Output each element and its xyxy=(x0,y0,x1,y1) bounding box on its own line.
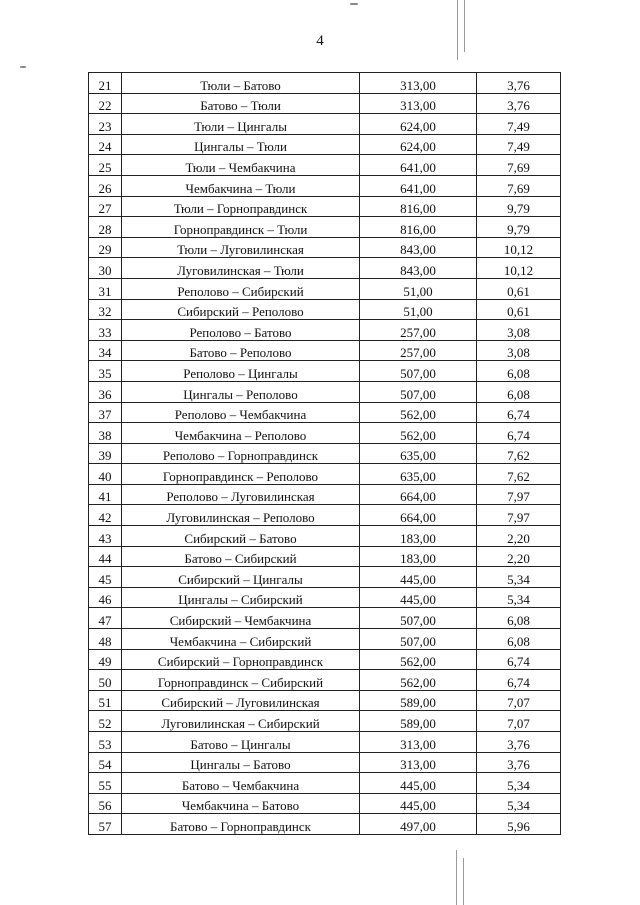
route-cell: Батово – Реполово xyxy=(122,340,360,361)
row-number-cell: 41 xyxy=(89,484,122,505)
row-number-cell: 25 xyxy=(89,155,122,176)
distance-cell: 313,00 xyxy=(360,752,477,773)
table-row xyxy=(89,114,561,135)
table-row xyxy=(89,484,561,505)
table-row xyxy=(89,423,561,444)
distance-cell: 816,00 xyxy=(360,196,477,217)
row-number-cell: 32 xyxy=(89,299,122,320)
distance-cell: 624,00 xyxy=(360,134,477,155)
table-row xyxy=(89,587,561,608)
row-number-cell: 34 xyxy=(89,340,122,361)
route-cell: Батово – Чембакчина xyxy=(122,773,360,794)
fare-cell: 7,97 xyxy=(477,484,561,505)
fare-cell: 7,97 xyxy=(477,505,561,526)
route-cell: Сибирский – Луговилинская xyxy=(122,690,360,711)
scan-margin-line xyxy=(457,0,458,60)
fare-cell: 3,76 xyxy=(477,732,561,753)
table-row xyxy=(89,93,561,114)
scan-speck xyxy=(20,66,26,68)
row-number-cell: 33 xyxy=(89,320,122,341)
route-cell: Чембакчина – Батово xyxy=(122,793,360,814)
distance-cell: 183,00 xyxy=(360,546,477,567)
row-number-cell: 46 xyxy=(89,587,122,608)
table-row xyxy=(89,773,561,794)
distance-cell: 497,00 xyxy=(360,814,477,835)
fare-cell: 7,69 xyxy=(477,155,561,176)
route-cell: Батово – Горноправдинск xyxy=(122,814,360,835)
distance-cell: 445,00 xyxy=(360,793,477,814)
table-row xyxy=(89,505,561,526)
distance-cell: 641,00 xyxy=(360,155,477,176)
fare-cell: 7,07 xyxy=(477,690,561,711)
page-number: 4 xyxy=(316,33,324,49)
fare-cell: 3,76 xyxy=(477,73,561,94)
distance-cell: 635,00 xyxy=(360,464,477,485)
fare-cell: 7,07 xyxy=(477,711,561,732)
distance-cell: 445,00 xyxy=(360,567,477,588)
route-cell: Сибирский – Чембакчина xyxy=(122,608,360,629)
table-row xyxy=(89,443,561,464)
row-number-cell: 50 xyxy=(89,670,122,691)
row-number-cell: 47 xyxy=(89,608,122,629)
fare-cell: 3,76 xyxy=(477,93,561,114)
fare-cell: 0,61 xyxy=(477,299,561,320)
fare-cell: 6,74 xyxy=(477,670,561,691)
distance-cell: 562,00 xyxy=(360,670,477,691)
row-number-cell: 55 xyxy=(89,773,122,794)
fare-cell: 5,96 xyxy=(477,814,561,835)
route-cell: Горноправдинск – Сибирский xyxy=(122,670,360,691)
row-number-cell: 52 xyxy=(89,711,122,732)
fare-cell: 7,69 xyxy=(477,175,561,196)
route-cell: Батово – Тюли xyxy=(122,93,360,114)
distance-cell: 507,00 xyxy=(360,381,477,402)
route-cell: Луговилинская – Тюли xyxy=(122,258,360,279)
table-row xyxy=(89,299,561,320)
fare-cell: 3,08 xyxy=(477,340,561,361)
row-number-cell: 36 xyxy=(89,381,122,402)
fare-cell: 9,79 xyxy=(477,196,561,217)
route-cell: Горноправдинск – Тюли xyxy=(122,217,360,238)
fare-cell: 5,34 xyxy=(477,567,561,588)
distance-cell: 664,00 xyxy=(360,484,477,505)
row-number-cell: 57 xyxy=(89,814,122,835)
route-cell: Сибирский – Горноправдинск xyxy=(122,649,360,670)
row-number-cell: 30 xyxy=(89,258,122,279)
scan-margin-line xyxy=(456,850,457,905)
table-row xyxy=(89,134,561,155)
table-row xyxy=(89,258,561,279)
route-cell: Тюли – Луговилинская xyxy=(122,237,360,258)
fare-cell: 10,12 xyxy=(477,258,561,279)
distance-cell: 843,00 xyxy=(360,258,477,279)
table-row xyxy=(89,567,561,588)
table-row xyxy=(89,402,561,423)
fare-cell: 6,08 xyxy=(477,361,561,382)
distance-cell: 313,00 xyxy=(360,73,477,94)
row-number-cell: 56 xyxy=(89,793,122,814)
table-row xyxy=(89,690,561,711)
distance-cell: 507,00 xyxy=(360,608,477,629)
distance-cell: 445,00 xyxy=(360,587,477,608)
table-row xyxy=(89,732,561,753)
table-row xyxy=(89,340,561,361)
fare-cell: 7,49 xyxy=(477,134,561,155)
fare-table xyxy=(88,72,561,835)
table-row xyxy=(89,814,561,835)
table-row xyxy=(89,629,561,650)
fare-cell: 10,12 xyxy=(477,237,561,258)
route-cell: Реполово – Луговилинская xyxy=(122,484,360,505)
fare-cell: 5,34 xyxy=(477,587,561,608)
route-cell: Цингалы – Батово xyxy=(122,752,360,773)
distance-cell: 257,00 xyxy=(360,340,477,361)
fare-cell: 6,74 xyxy=(477,402,561,423)
row-number-cell: 48 xyxy=(89,629,122,650)
scan-margin-line xyxy=(463,858,464,905)
distance-cell: 445,00 xyxy=(360,773,477,794)
distance-cell: 589,00 xyxy=(360,711,477,732)
route-cell: Батово – Цингалы xyxy=(122,732,360,753)
row-number-cell: 28 xyxy=(89,217,122,238)
row-number-cell: 54 xyxy=(89,752,122,773)
fare-cell: 3,76 xyxy=(477,752,561,773)
row-number-cell: 26 xyxy=(89,175,122,196)
route-cell: Реполово – Чембакчина xyxy=(122,402,360,423)
row-number-cell: 24 xyxy=(89,134,122,155)
row-number-cell: 21 xyxy=(89,73,122,94)
table-row xyxy=(89,155,561,176)
route-cell: Сибирский – Цингалы xyxy=(122,567,360,588)
distance-cell: 843,00 xyxy=(360,237,477,258)
distance-cell: 562,00 xyxy=(360,402,477,423)
distance-cell: 183,00 xyxy=(360,526,477,547)
route-cell: Тюли – Горноправдинск xyxy=(122,196,360,217)
route-cell: Сибирский – Батово xyxy=(122,526,360,547)
route-cell: Чембакчина – Реполово xyxy=(122,423,360,444)
table-row xyxy=(89,278,561,299)
table-row xyxy=(89,752,561,773)
row-number-cell: 51 xyxy=(89,690,122,711)
table-row xyxy=(89,175,561,196)
route-cell: Цингалы – Тюли xyxy=(122,134,360,155)
distance-cell: 624,00 xyxy=(360,114,477,135)
scan-speck xyxy=(350,3,358,5)
route-cell: Реполово – Батово xyxy=(122,320,360,341)
table-row xyxy=(89,217,561,238)
row-number-cell: 27 xyxy=(89,196,122,217)
route-cell: Чембакчина – Сибирский xyxy=(122,629,360,650)
row-number-cell: 38 xyxy=(89,423,122,444)
route-cell: Луговилинская – Сибирский xyxy=(122,711,360,732)
fare-cell: 2,20 xyxy=(477,526,561,547)
distance-cell: 51,00 xyxy=(360,278,477,299)
distance-cell: 641,00 xyxy=(360,175,477,196)
row-number-cell: 49 xyxy=(89,649,122,670)
route-cell: Тюли – Чембакчина xyxy=(122,155,360,176)
table-row xyxy=(89,546,561,567)
distance-cell: 816,00 xyxy=(360,217,477,238)
table-row xyxy=(89,464,561,485)
route-cell: Луговилинская – Реполово xyxy=(122,505,360,526)
row-number-cell: 40 xyxy=(89,464,122,485)
fare-cell: 6,08 xyxy=(477,608,561,629)
row-number-cell: 42 xyxy=(89,505,122,526)
route-cell: Реполово – Горноправдинск xyxy=(122,443,360,464)
table-row xyxy=(89,711,561,732)
distance-cell: 507,00 xyxy=(360,629,477,650)
table-row xyxy=(89,526,561,547)
distance-cell: 507,00 xyxy=(360,361,477,382)
fare-cell: 0,61 xyxy=(477,278,561,299)
table-row xyxy=(89,670,561,691)
fare-cell: 7,62 xyxy=(477,443,561,464)
fare-cell: 9,79 xyxy=(477,217,561,238)
row-number-cell: 43 xyxy=(89,526,122,547)
fare-cell: 6,08 xyxy=(477,629,561,650)
row-number-cell: 44 xyxy=(89,546,122,567)
route-cell: Тюли – Цингалы xyxy=(122,114,360,135)
row-number-cell: 22 xyxy=(89,93,122,114)
table-row xyxy=(89,793,561,814)
table-row xyxy=(89,361,561,382)
fare-cell: 7,49 xyxy=(477,114,561,135)
fare-cell: 6,08 xyxy=(477,381,561,402)
table-row xyxy=(89,73,561,94)
route-cell: Сибирский – Реполово xyxy=(122,299,360,320)
fare-cell: 5,34 xyxy=(477,773,561,794)
route-cell: Тюли – Батово xyxy=(122,73,360,94)
table-row xyxy=(89,608,561,629)
fare-cell: 2,20 xyxy=(477,546,561,567)
table-row xyxy=(89,237,561,258)
distance-cell: 562,00 xyxy=(360,423,477,444)
route-cell: Цингалы – Сибирский xyxy=(122,587,360,608)
distance-cell: 51,00 xyxy=(360,299,477,320)
row-number-cell: 31 xyxy=(89,278,122,299)
row-number-cell: 39 xyxy=(89,443,122,464)
row-number-cell: 45 xyxy=(89,567,122,588)
distance-cell: 664,00 xyxy=(360,505,477,526)
row-number-cell: 53 xyxy=(89,732,122,753)
route-cell: Чембакчина – Тюли xyxy=(122,175,360,196)
distance-cell: 589,00 xyxy=(360,690,477,711)
route-cell: Батово – Сибирский xyxy=(122,546,360,567)
fare-cell: 7,62 xyxy=(477,464,561,485)
row-number-cell: 35 xyxy=(89,361,122,382)
row-number-cell: 37 xyxy=(89,402,122,423)
distance-cell: 313,00 xyxy=(360,732,477,753)
fare-cell: 6,74 xyxy=(477,649,561,670)
fare-cell: 5,34 xyxy=(477,793,561,814)
distance-cell: 257,00 xyxy=(360,320,477,341)
route-cell: Реполово – Сибирский xyxy=(122,278,360,299)
table-row xyxy=(89,196,561,217)
route-cell: Реполово – Цингалы xyxy=(122,361,360,382)
distance-cell: 562,00 xyxy=(360,649,477,670)
route-cell: Цингалы – Реполово xyxy=(122,381,360,402)
fare-table-body xyxy=(89,73,561,835)
table-row xyxy=(89,649,561,670)
fare-cell: 3,08 xyxy=(477,320,561,341)
distance-cell: 313,00 xyxy=(360,93,477,114)
fare-cell: 6,74 xyxy=(477,423,561,444)
table-row xyxy=(89,381,561,402)
distance-cell: 635,00 xyxy=(360,443,477,464)
row-number-cell: 29 xyxy=(89,237,122,258)
route-cell: Горноправдинск – Реполово xyxy=(122,464,360,485)
table-row xyxy=(89,320,561,341)
row-number-cell: 23 xyxy=(89,114,122,135)
